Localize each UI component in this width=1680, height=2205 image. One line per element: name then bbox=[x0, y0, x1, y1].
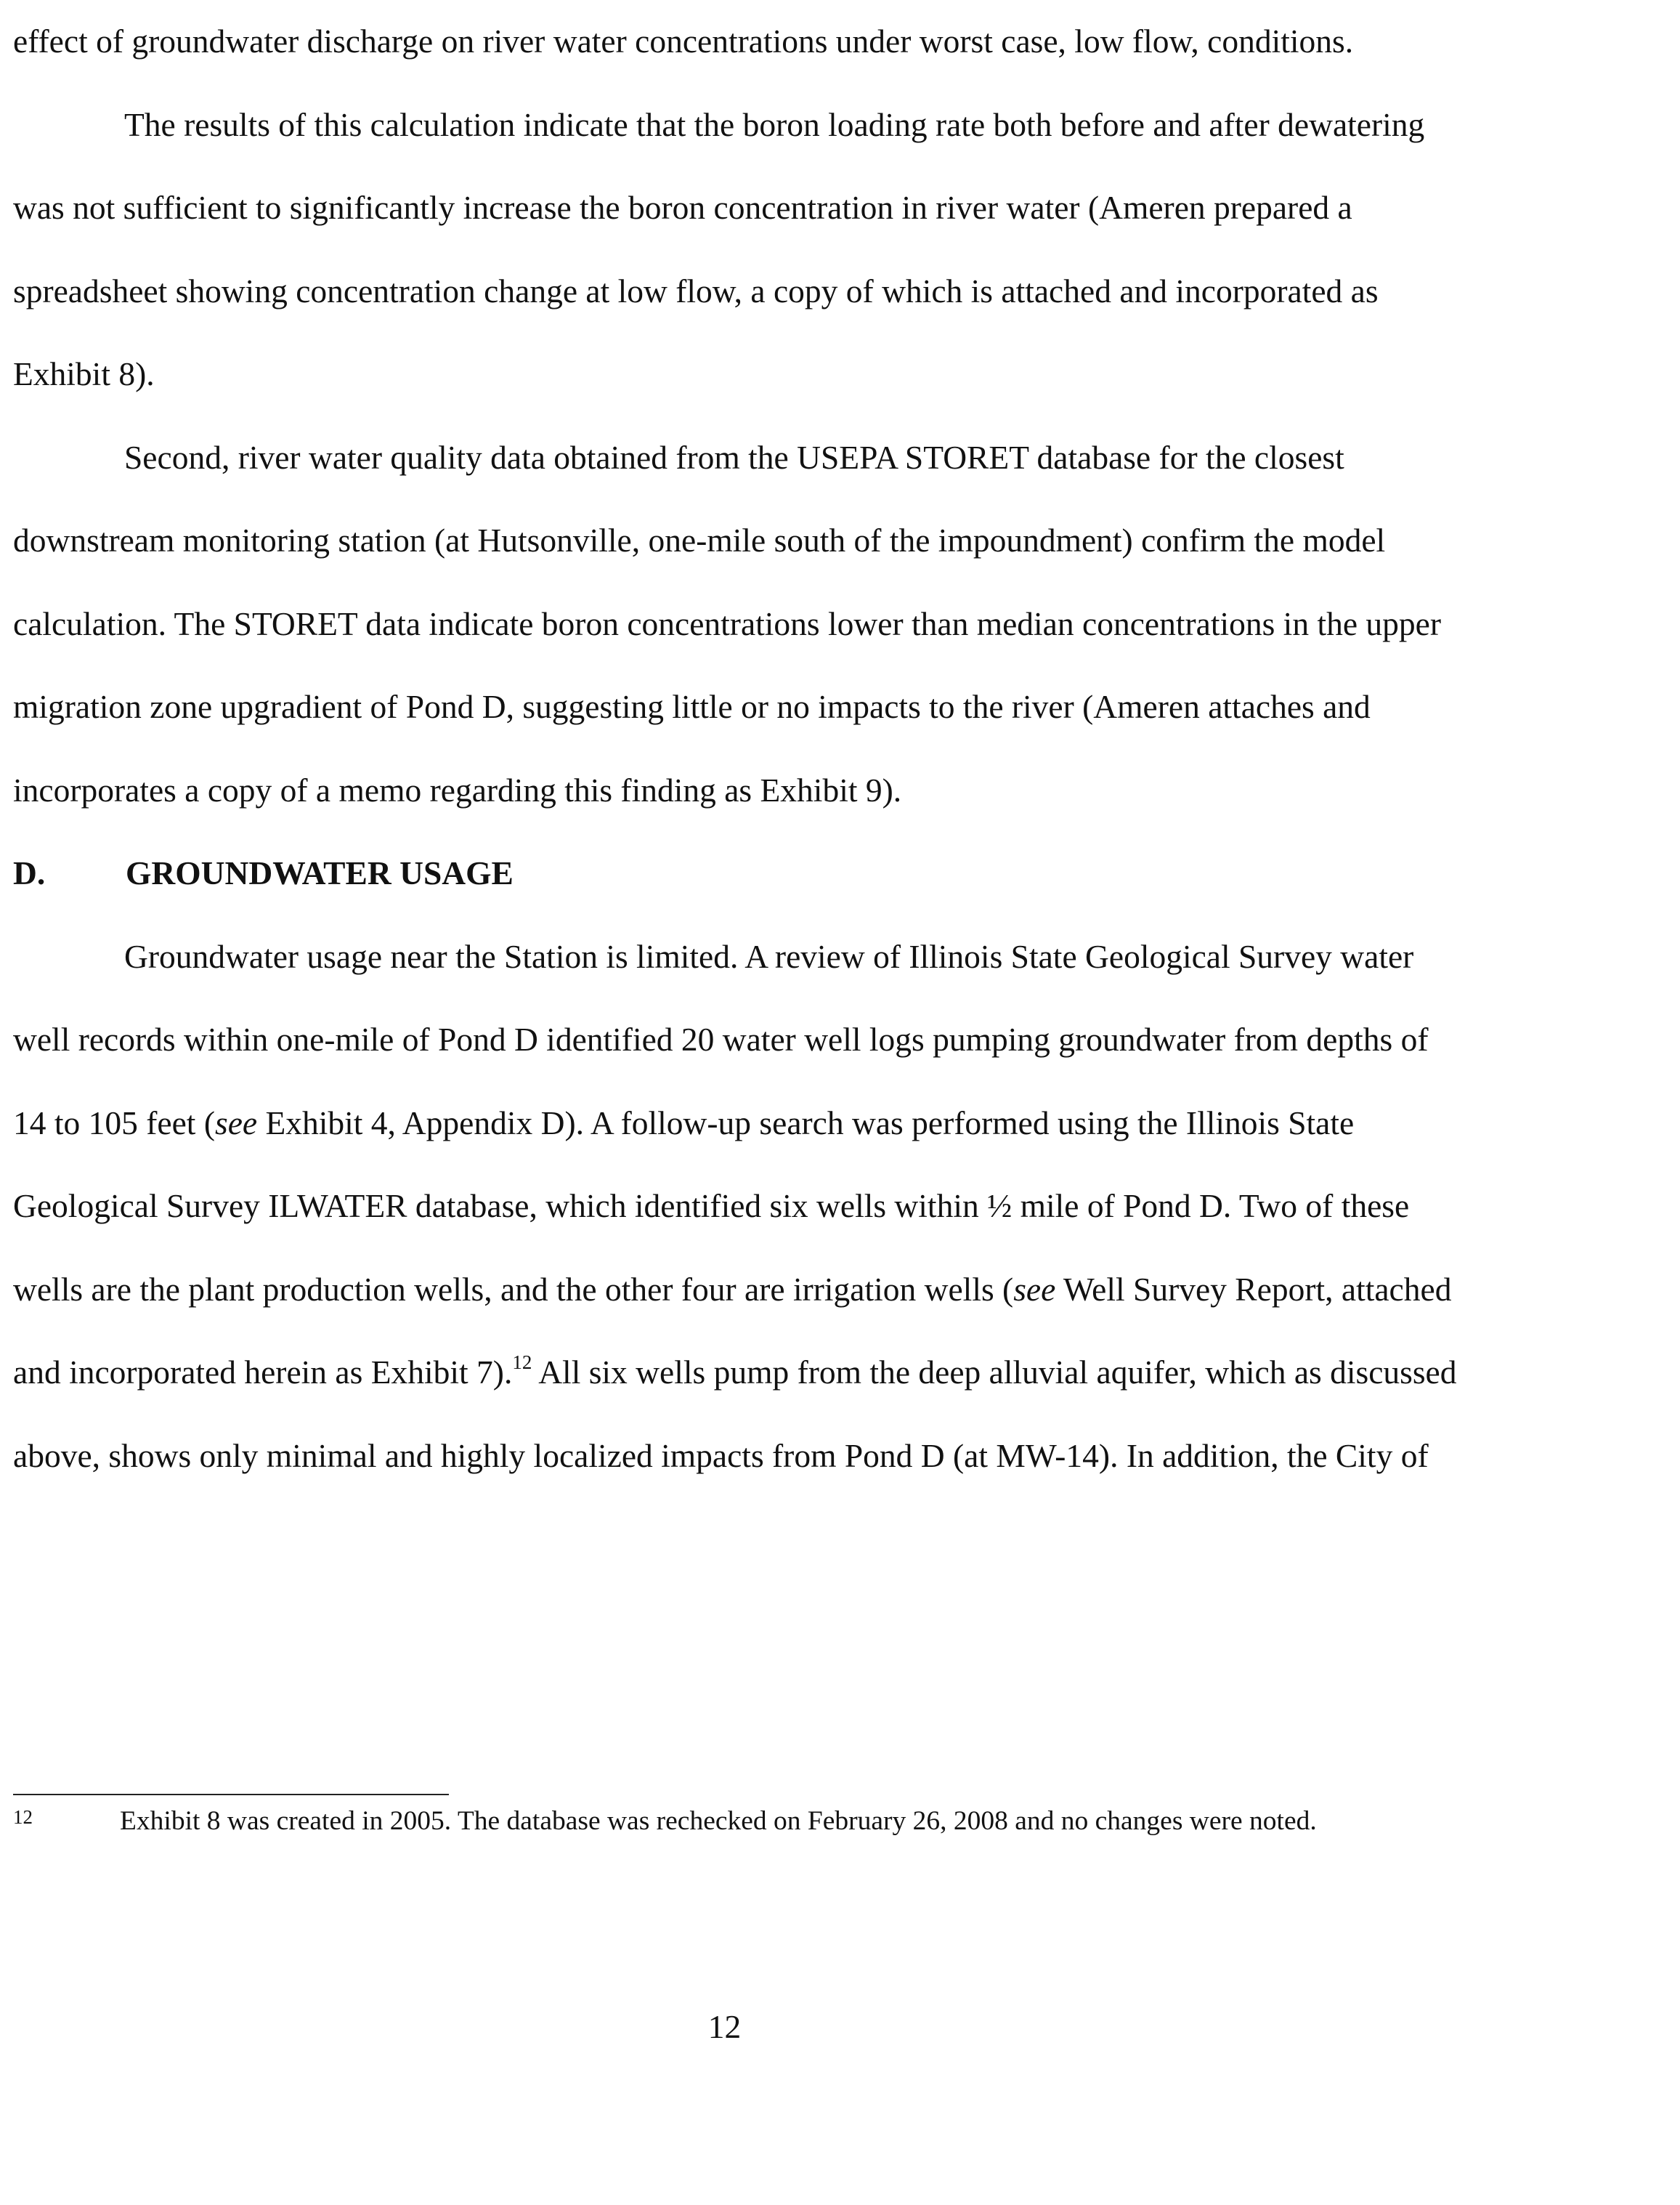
section-heading bbox=[13, 832, 1458, 915]
paragraph-storet-data: Second, river water quality data obtained from the USEPA STORET database for the closest downstream monitoring station (at Hutsonville, one-mile south of the impoundment) confirm the model calculation. The STORET data indicate boron concentrations lower than median concentrations in the upper migration zone upgradient of Pond D, suggesting little or no impacts to the river (Ameren attaches and incorporates a copy of a memo regarding this finding as Exhibit 9). bbox=[13, 438, 1442, 809]
body-text bbox=[13, 0, 1458, 1497]
gw-see-italic-1: see bbox=[214, 1104, 258, 1141]
gw-text-part3: Well Survey Report, attached and incorporated herein as Exhibit 7). bbox=[13, 1270, 1452, 1391]
gw-text-part1: Groundwater usage near the Station is limited. A review of Illinois State Geological Survey water well records within one-mile of Pond D identified 20 water well logs pumping groundwater from depths of 14 to 105 feet ( bbox=[13, 937, 1429, 1141]
page-number-text: 12 bbox=[707, 2008, 742, 2045]
footnote-number: 12 bbox=[13, 1806, 33, 1828]
footnote-text: Exhibit 8 was created in 2005. The database was rechecked on February 26, 2008 and no changes were noted. bbox=[120, 1806, 1317, 1836]
gw-see-italic-2: see bbox=[1013, 1270, 1056, 1308]
paragraph-continuation: effect of groundwater discharge on river water concentrations under worst case, low flow, conditions. bbox=[13, 23, 1354, 60]
page-number bbox=[0, 2005, 1680, 2049]
paragraph-calculation-results: The results of this calculation indicate that the boron loading rate both before and after dewatering was not sufficient to significantly increase the boron concentration in river water (Ameren prepared a spreadsheet showing concentration change at low flow, a copy of which is attached and incorporated as Exhibit 8). bbox=[13, 105, 1425, 392]
footnote-reference: 12 bbox=[512, 1351, 532, 1373]
paragraph-groundwater-usage bbox=[13, 915, 1458, 1498]
section-title: GROUNDWATER USAGE bbox=[126, 854, 514, 891]
gw-text-part2: Exhibit 4, Appendix D). A follow-up search was performed using the Illinois State Geological Survey ILWATER database, which identified six wells within ½ mile of Pond D. Two of these wells are the plant production wells, and the other four are irrigation wells ( bbox=[13, 1104, 1410, 1308]
gw-text-part4: All six wells pump from the deep alluvial aquifer, which as discussed above, shows only minimal and highly localized impacts from Pond D (at MW-14). In addition, the City of bbox=[13, 1354, 1457, 1474]
footnote bbox=[13, 1805, 1458, 1838]
section-letter: D. bbox=[13, 854, 46, 891]
footnote-separator bbox=[13, 1794, 449, 1795]
